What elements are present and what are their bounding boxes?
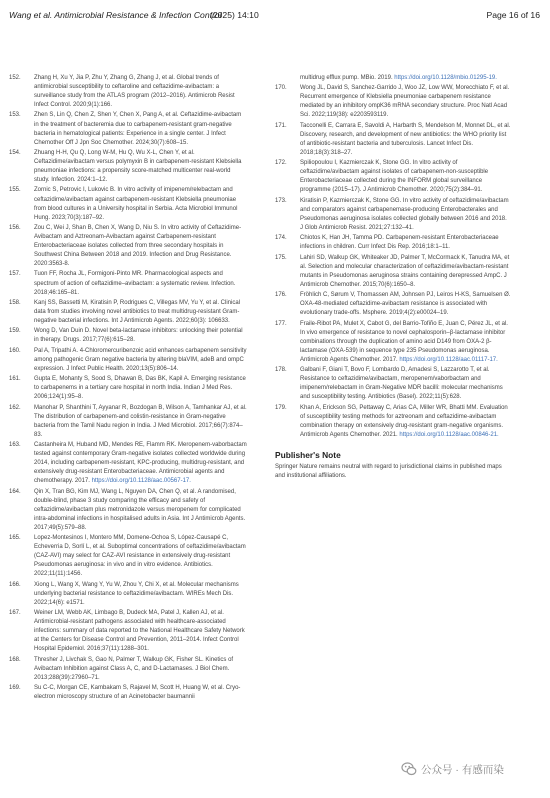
reference-entry bbox=[9, 299, 247, 326]
reference-entry bbox=[9, 488, 247, 533]
doi-link[interactable]: https://doi.org/10.1128/mbio.01295-19. bbox=[394, 75, 497, 81]
reference-text: Tacconelli E, Carrara E, Savoldi A, Harbarth S, Mendelson M, Monnet DL, et al. Discovery, research, and development of new antibiotics: the WHO priority list of antibiotic-resistant bacteria and tuberculosis. Lancet Infect Dis. 2018;18(3):318–27. bbox=[300, 122, 511, 156]
reference-entry bbox=[275, 159, 511, 195]
reference-text: Zhen S, Lin Q, Chen Z, Shen Y, Chen X, Pang A, et al. Ceftazidime-avibactam in the treatment of bacteremia due to carbapenem-resistant gram-negative bacteria in hematological patients: Experience in a single center. J Infect Chemother Off J Jpn Soc Chemother. 2024;30(7):608–15. bbox=[34, 112, 242, 146]
reference-number: 159. bbox=[9, 328, 21, 335]
page-number: Page 16 of 16 bbox=[486, 10, 540, 20]
reference-text: Kiratisin P, Kazmierczak K, Stone GG. In vitro activity of ceftazidime/avibactam and comparators against carbapenemase-producing Enterobacterales and Pseudomonas aeruginosa isolates collected globally between 2016 and 2018. J Glob Antimicrob Resist. 2021;27:132–41. bbox=[300, 197, 509, 231]
reference-number: 173. bbox=[275, 197, 287, 204]
reference-entry bbox=[9, 270, 247, 297]
reference-entry bbox=[275, 84, 511, 120]
reference-number: 157. bbox=[9, 271, 21, 278]
reference-text: Qin X, Tran BG, Kim MJ, Wang L, Nguyen DA, Chen Q, et al. A randomised, double-blind, phase 3 study comparing the efficacy and safety of ceftazidime/avibactam plus metronidazole versus meropenem for complicated intra-abdominal infections in hospitalised adults in Asia. Int J Antimicrob Agents. 2017;49(5):579–88. bbox=[34, 488, 246, 531]
reference-number: 155. bbox=[9, 187, 21, 194]
reference-text: Fraile-Ribot PA, Mulet X, Cabot G, del Barrio-Tofiño E, Juan C, Pérez JL, et al. In vivo emergence of resistance to novel cephalosporin–β-lactamase inhibitor combinations through the duplication of amino acid D149 from OXA-2 β-lactamase (OXA-539) in sequence type 235 Pseudomonas aeruginosa. Antimicrob Agents Chemother. 2017. bbox=[300, 320, 508, 363]
reference-entry bbox=[275, 320, 511, 365]
reference-number: 164. bbox=[9, 488, 21, 495]
reference-number: 171. bbox=[275, 122, 287, 129]
reference-number: 174. bbox=[275, 235, 287, 242]
references-left-column bbox=[9, 74, 247, 703]
reference-text: Weiner LM, Webb AK, Limbago B, Dudeck MA, Patel J, Kallen AJ, et al. Antimicrobial-resistant pathogens associated with healthcare-associated infections: summary of data reported to the National Healthcare Safety Network at the Centers for Disease Control and Prevention, 2011–2014. Infect Control Hospital Epidemiol. 2016;37(11):1288–301. bbox=[34, 610, 245, 653]
references-right-list bbox=[275, 74, 511, 440]
reference-entry bbox=[9, 441, 247, 486]
reference-text: Zhang H, Xu Y, Jia P, Zhu Y, Zhang G, Zhang J, et al. Global trends of antimicrobial susceptibility to ceftaroline and ceftazidime-avibactam: a surveillance study from the ATLAS program (2012–2016). Antimicrob Resist Infect Control. 2020;9(1):166. bbox=[34, 75, 235, 109]
reference-entry bbox=[9, 327, 247, 345]
reference-number: 169. bbox=[9, 685, 21, 692]
reference-entry bbox=[9, 534, 247, 579]
reference-number: 177. bbox=[275, 320, 287, 327]
reference-text: Chiotos K, Han JH, Tamma PD. Carbapenem-resistant Enterobacteriaceae infections in children. Curr Infect Dis Rep. 2016;18:1–11. bbox=[300, 235, 499, 251]
reference-text: Zhuang H-H, Qu Q, Long W-M, Hu Q, Wu X-L, Chen Y, et al. Ceftazidime/avibactam versus polymyxin B in carbapenem-resistant Klebsiella pneumoniae infections: a propensity score-matched multicenter real-world study. Infection. 2024:1–12. bbox=[34, 149, 242, 184]
journal-volume: (2025) 14:10 bbox=[210, 10, 259, 20]
reference-text: Tuon FF, Rocha JL, Formigoni-Pinto MR. Pharmacological aspects and spectrum of action of ceftazidime–avibactam: a systematic review. Infection. 2018;46:165–81. bbox=[34, 271, 236, 296]
reference-entry bbox=[275, 404, 511, 440]
reference-number: 178. bbox=[275, 367, 287, 374]
reference-number: 163. bbox=[9, 442, 21, 449]
reference-entry bbox=[275, 254, 511, 290]
reference-number: 167. bbox=[9, 610, 21, 617]
wechat-icon bbox=[401, 761, 417, 777]
reference-entry bbox=[9, 186, 247, 222]
publisher-note-text: Springer Nature remains neutral with regard to jurisdictional claims in published maps and institutional affiliations. bbox=[275, 463, 502, 479]
reference-entry bbox=[9, 375, 247, 402]
reference-entry bbox=[275, 366, 511, 402]
reference-text: Manohar P, Shanthini T, Ayyanar R, Bozdogan B, Wilson A, Tamhankar AJ, et al. The distribution of carbapenem-and colistin-resistance in Gram-negative bacteria from the Tamil Nadu region in India. J Med Microbiol. 2017;66(7):874–83. bbox=[34, 404, 247, 438]
reference-number: 162. bbox=[9, 404, 21, 411]
watermark-text: 公众号 · 有感而染 bbox=[421, 763, 504, 776]
reference-text: Wong JL, David S, Sanchez-Garrido J, Woo JZ, Low WW, Morecchiato F, et al. Recurrent emergence of Klebsiella pneumoniae carbapenem resistance mediated by an inhibitory ompK36 mRNA secondary structure. Proc Natl Acad Sci. 2022;119(38): e2203593119. bbox=[300, 85, 510, 119]
reference-entry bbox=[9, 656, 247, 683]
page-header bbox=[0, 0, 550, 34]
watermark bbox=[401, 760, 504, 778]
reference-entry bbox=[9, 581, 247, 608]
reference-number: 175. bbox=[275, 254, 287, 261]
reference-number: 166. bbox=[9, 581, 21, 588]
doi-link[interactable]: https://doi.org/10.1128/aac.00846-21. bbox=[399, 431, 499, 438]
reference-text: multidrug efflux pump. MBio. 2019. bbox=[300, 75, 393, 81]
reference-entry bbox=[275, 197, 511, 233]
reference-entry bbox=[9, 224, 247, 269]
running-title: Wang et al. Antimicrobial Resistance & Infection Control bbox=[9, 10, 222, 20]
reference-text: Zornic S, Petrovic I, Lukovic B. In vitro activity of imipenem/relebactam and ceftazidime/avibactam against carbapenem-resistant Klebsiella pneumoniae from blood cultures in a University hospital in Serbia. Acta Microbiol Immunol Hung. 2023;70(3):187–92. bbox=[34, 187, 238, 221]
reference-number: 154. bbox=[9, 149, 21, 156]
reference-text: Galbani F, Giani T, Bovo F, Lombardo D, Amadesi S, Lazzarotto T, et al. Resistance to ceftazidime/avibactam, meropenem/vaborbactam and imipenem/relebactam in Gram-Negative MDR bacilli: molecular mechanisms and susceptibility testing. Antibiotics (Basel). 2022;11(5):628. bbox=[300, 367, 503, 401]
reference-number: 170. bbox=[275, 85, 287, 92]
reference-number: 153. bbox=[9, 112, 21, 119]
reference-entry bbox=[9, 609, 247, 654]
reference-entry bbox=[9, 684, 247, 702]
reference-entry bbox=[9, 347, 247, 374]
reference-entry bbox=[9, 74, 247, 110]
reference-text: Lopez-Montesinos I, Montero MM, Domene-Ochoa S, López-Causapé C, Echeverria D, Sorlí L, et al. Suboptimal concentrations of ceftazidime/avibactam (CAZ-AVI) may select for CAZ-AVI resistance in extensively drug-resistant Pseudomonas aeruginosa: in vivo and in vitro evidence. Antibiotics. 2022;11(11):1456. bbox=[34, 535, 246, 578]
publisher-note-title: Publisher's Note bbox=[275, 449, 341, 460]
reference-text: Castanheira M, Huband MD, Mendes RE, Flamm RK. Meropenem-vaborbactam tested against contemporary Gram-negative isolates collected worldwide during 2014, including carbapenem-resistant, KPC-producing, multidrug-resistant, and extensively drug-resistant Enterobacteriaceae. Antimicrobial agents and chemotherapy. 2017. bbox=[34, 442, 247, 485]
reference-entry bbox=[275, 291, 511, 318]
reference-entry bbox=[9, 111, 247, 147]
reference-text: Lahiri SD, Walkup GK, Whiteaker JD, Palmer T, McCormack K, Tanudra MA, et al. Selection and molecular characterization of ceftazidime/avibactam-resistant mutants in Pseudomonas aeruginosa strains containing derepressed AmpC. J Antimicrob Chemother. 2015;70(6):1650–8. bbox=[300, 254, 510, 288]
reference-text: Fröhlich C, Sørum V, Thomassen AM, Johnsen PJ, Leiros H-KS, Samuelsen Ø. OXA-48-mediated ceftazidime-avibactam resistance is associated with evolutionary trade-offs. Msphere. 2019;4(2):e00024–19. bbox=[300, 292, 511, 317]
reference-entry bbox=[275, 122, 511, 158]
reference-text: Kanj SS, Bassetti M, Kiratisin P, Rodrigues C, Villegas MV, Yu Y, et al. Clinical data from studies involving novel antibiotics to treat multidrug-resistant Gram-negative bacterial infections. Int J Antimicrob Agents. 2022;60(3): 106633. bbox=[34, 299, 240, 324]
reference-text: Thresher J, Livchak S, Gao N, Palmer T, Walkup GK, Fisher SL. Kinetics of Avibactam Inhibition against Class A, C, and D-Lactamases. J Biol Chem. 2013;288(39):27960–71. bbox=[34, 656, 234, 681]
reference-number: 156. bbox=[9, 224, 21, 231]
reference-text: Zou C, Wei J, Shan B, Chen X, Wang D, Niu S. In vitro activity of Ceftazidime-Avibactam and Aztreonam-Avibactam against Carbapenem-resistant Enterobacteriaceae isolates collected from three secondary hospitals in Southwest China Between 2018 and 2019. Infection and Drug Resistance. 2020:3563-8. bbox=[34, 224, 242, 268]
reference-text: Spiliopoulou I, Kazmierczak K, Stone GG. In vitro activity of ceftazidime/avibactam against isolates of carbapenem-non-susceptible Enterobacteriaceae collected during the INFORM global surveillance programme (2015–17). J Antimicrob Chemother. 2020;75(2):384–91. bbox=[300, 160, 489, 194]
reference-number: 168. bbox=[9, 656, 21, 663]
reference-text: Wong D, Van Duin D. Novel beta-lactamase inhibitors: unlocking their potential in therapy. Drugs. 2017;77(6):615–28. bbox=[34, 328, 243, 344]
reference-entry bbox=[275, 74, 511, 83]
reference-text: Gupta E, Mohanty S, Sood S, Dhawan B, Das BK, Kapil A. Emerging resistance to carbapenems in a tertiary care hospital in north India. Indian J Med Res. 2006;124(1):95–8. bbox=[34, 376, 246, 401]
reference-number: 161. bbox=[9, 376, 21, 383]
reference-text: Su C-C, Morgan CE, Kambakam S, Rajavel M, Scott H, Huang W, et al. Cryo-electron microscopy structure of an Acinetobacter baumannii bbox=[34, 685, 241, 701]
reference-text: Khan A, Erickson SG, Pettaway C, Arias CA, Miller WR, Bhatti MM. Evaluation of susceptibility testing methods for aztreonam and ceftazidime-avibactam combination therapy on extensively drug-resistant gram-negative organisms. Antimicrob Agents Chemother. 2021. bbox=[300, 404, 508, 438]
doi-link[interactable]: https://doi.org/10.1128/aac.00567-17. bbox=[91, 478, 191, 485]
reference-number: 172. bbox=[275, 160, 287, 167]
reference-number: 179. bbox=[275, 404, 287, 411]
reference-number: 160. bbox=[9, 347, 21, 354]
reference-text: Pal A, Tripathi A. 4-Chloromercuribenzoic acid enhances carbapenem sensitivity among pathogenic Gram negative bacteria by altering blaVIM, adeB and ompC expression. J Infect Public Health. 2020;13(5):806–14. bbox=[34, 347, 247, 372]
reference-text: Xiong L, Wang X, Wang Y, Yu W, Zhou Y, Chi X, et al. Molecular mechanisms underlying bacterial resistance to ceftazidime/avibactam. WIREs Mech Dis. 2022;14(6): e1571. bbox=[34, 581, 239, 606]
reference-number: 158. bbox=[9, 299, 21, 306]
reference-entry bbox=[9, 149, 247, 185]
reference-entry bbox=[9, 404, 247, 440]
reference-number: 152. bbox=[9, 75, 21, 81]
doi-link[interactable]: https://doi.org/10.1128/aac.01117-17. bbox=[399, 356, 498, 363]
reference-number: 165. bbox=[9, 535, 21, 542]
references-right-column bbox=[275, 74, 511, 481]
reference-number: 176. bbox=[275, 292, 287, 299]
reference-entry bbox=[275, 234, 511, 252]
